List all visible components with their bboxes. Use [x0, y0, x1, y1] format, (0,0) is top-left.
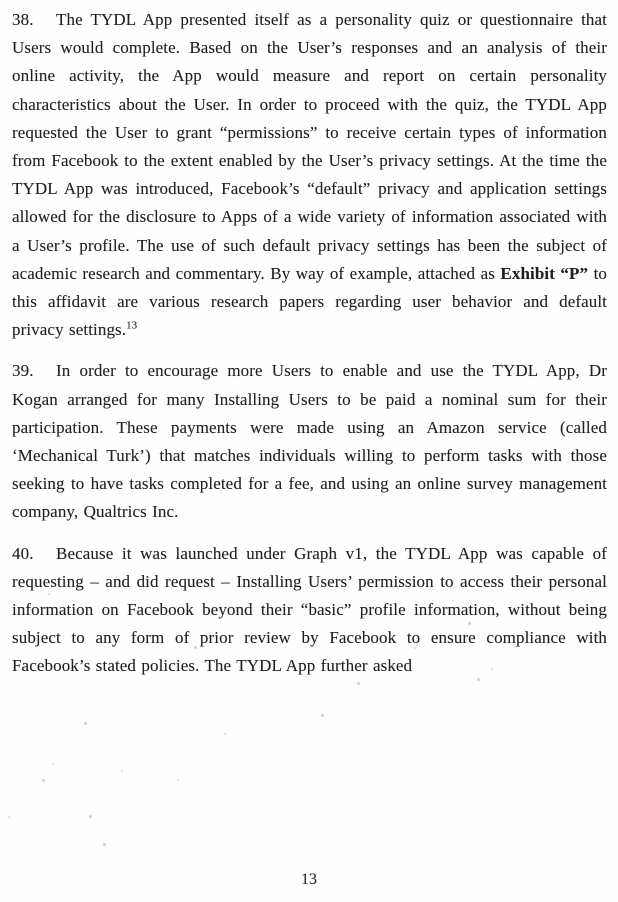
- scan-speckle: [491, 668, 493, 670]
- scan-speckle: [121, 770, 123, 772]
- scan-speckle: [414, 647, 416, 649]
- paragraph-text: In order to encourage more Users to enable and use the TYDL App, Dr Kogan arranged for many Installing Users to be paid a nominal sum for their participation. These payments were made using an Amazon service (called ‘Mechanical Turk’) that matches individuals willing to perform tasks with those seeking to have tasks completed for a fee, and using an online survey management company, Qualtrics Inc.: [12, 361, 607, 522]
- scan-speckle: [330, 581, 333, 584]
- scan-speckle: [468, 622, 471, 625]
- exhibit-reference: Exhibit “P”: [500, 263, 589, 283]
- scan-speckle: [452, 600, 454, 602]
- scan-speckle: [177, 779, 179, 781]
- scan-speckle: [42, 779, 45, 782]
- affidavit-paragraph: [12, 540, 607, 681]
- affidavit-paragraph: [12, 6, 607, 344]
- scan-speckle: [194, 646, 197, 649]
- scan-speckle: [84, 722, 87, 725]
- paragraph-text: to this affidavit are various research papers regarding user behavior and default privacy settings.: [12, 263, 607, 340]
- paragraph-number: 39.: [12, 361, 34, 381]
- footnote-reference: 13: [126, 319, 138, 332]
- paragraph-text: The TYDL App presented itself as a personality quiz or questionnaire that Users would complete. Based on the User’s responses and an analysis of their online activity, the App would measure and report on certain personality characteristics about the User. In order to proceed with the quiz, the TYDL App requested the User to grant “permissions” to receive certain types of information from Facebook to the extent enabled by the User’s privacy settings. At the time the TYDL App was introduced, Facebook’s “default” privacy and application settings allowed for the disclosure to Apps of a wide variety of information associated with a User’s profile. The use of such default privacy settings has been the subject of academic research and commentary. By way of example, attached as: [12, 10, 607, 283]
- paragraph-number: 38.: [12, 10, 34, 29]
- scan-speckle: [103, 843, 106, 846]
- scan-speckle: [321, 714, 324, 717]
- scan-speckle: [357, 682, 360, 685]
- scan-speckle: [52, 763, 54, 765]
- affidavit-body: [12, 6, 607, 694]
- scan-speckle: [48, 593, 50, 595]
- scan-speckle: [224, 733, 226, 735]
- scan-speckle: [477, 678, 480, 681]
- paragraph-number: 40.: [12, 543, 34, 563]
- affidavit-paragraph: [12, 357, 607, 526]
- scan-speckle: [89, 815, 92, 818]
- scan-speckle: [8, 816, 10, 818]
- paragraph-text: Because it was launched under Graph v1, the TYDL App was capable of requesting – and did request – Installing Users’ permission to access their personal information on Facebook beyond their “basic” profile information, without being subject to any form of prior review by Facebook to ensure compliance with Facebook’s stated policies. The TYDL App further asked: [12, 543, 607, 676]
- page-number: 13: [301, 871, 317, 888]
